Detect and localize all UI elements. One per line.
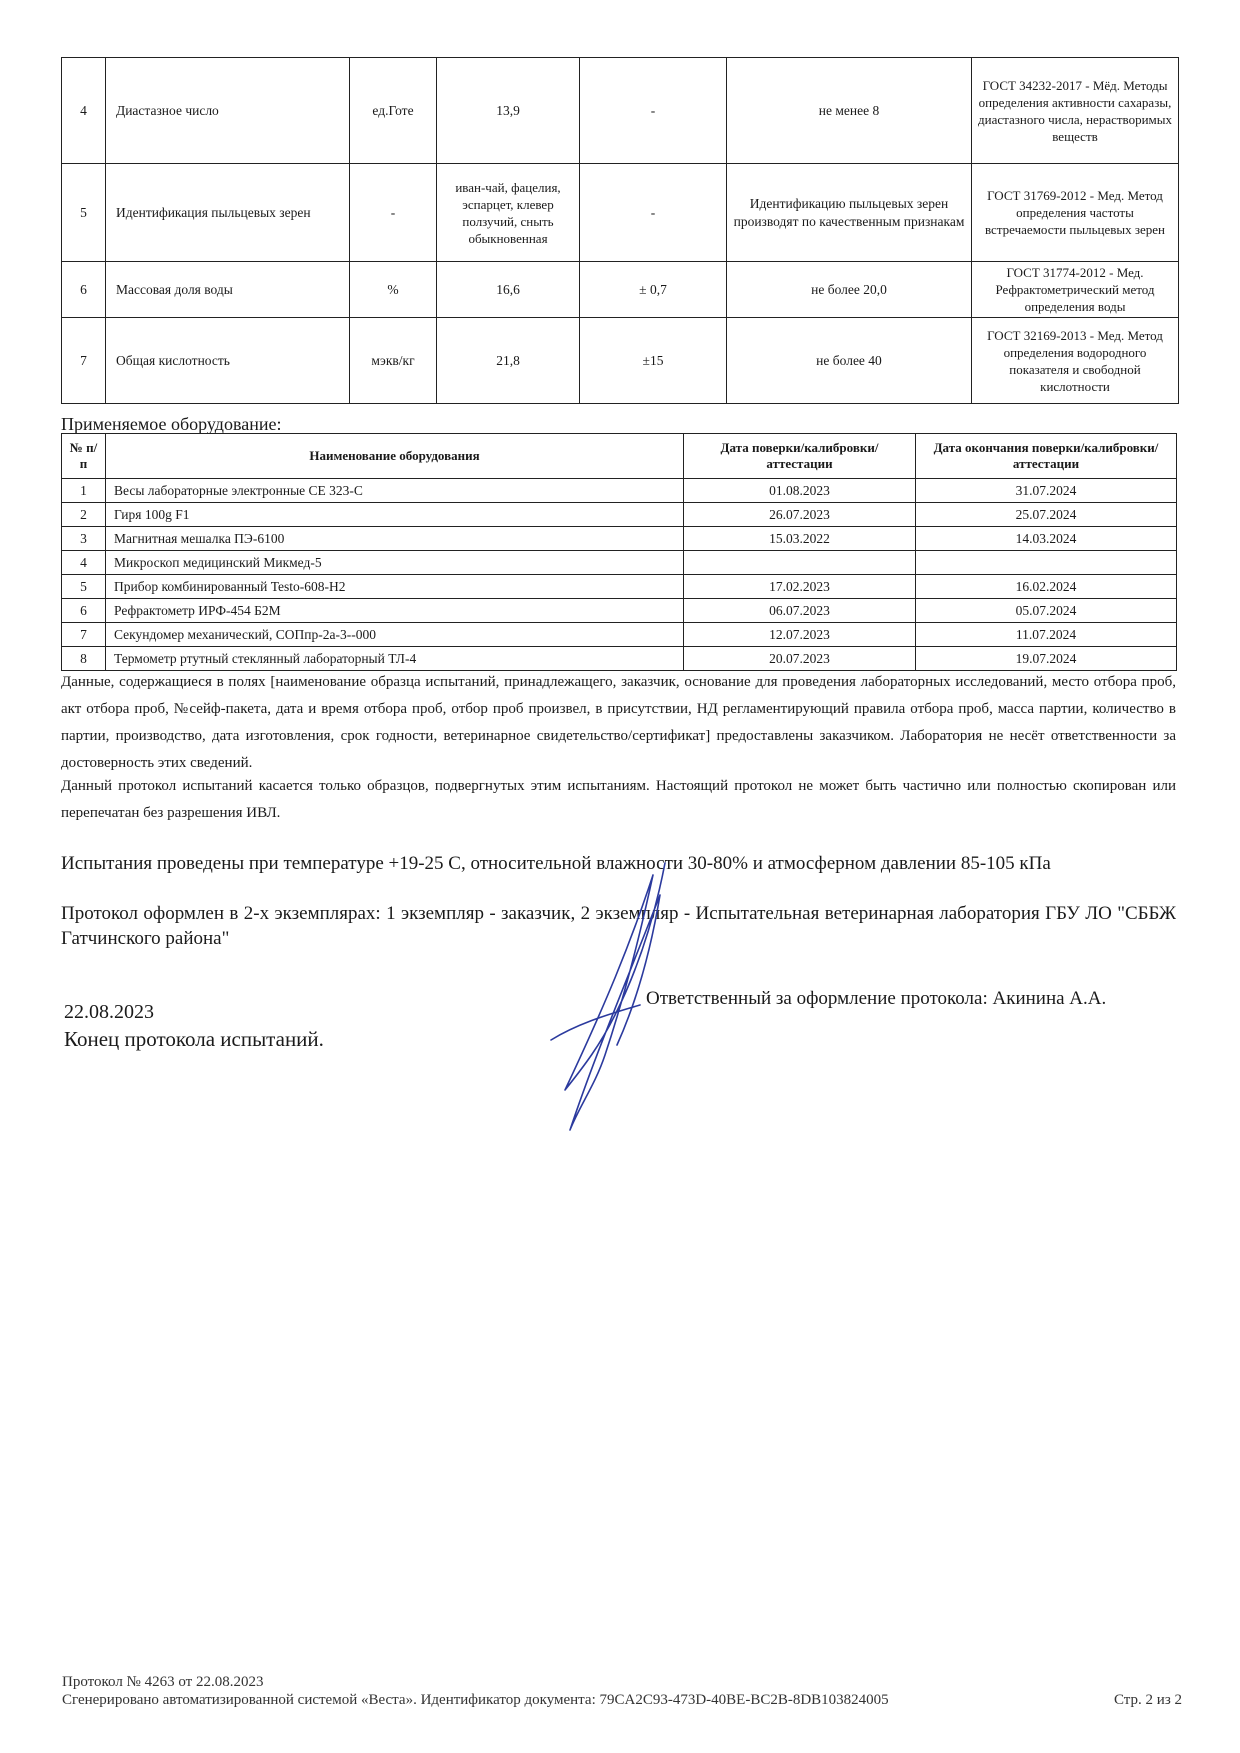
table-row: [62, 58, 1179, 164]
tolerance-cell: -: [580, 164, 727, 262]
calibration-date: [684, 551, 916, 575]
page-number: Стр. 2 из 2: [1114, 1692, 1182, 1708]
table-row: [62, 503, 1177, 527]
indicator-name: Идентификация пыльцевых зерен: [106, 164, 350, 262]
table-row: [62, 599, 1177, 623]
table-row: [62, 262, 1179, 318]
calibration-end-date: 05.07.2024: [916, 599, 1177, 623]
equipment-name: Гиря 100g F1: [106, 503, 684, 527]
table-row: [62, 527, 1177, 551]
indicator-name: Диастазное число: [106, 58, 350, 164]
equipment-name: Весы лабораторные электронные CE 323-C: [106, 479, 684, 503]
row-number: 1: [62, 479, 106, 503]
table-row: [62, 479, 1177, 503]
table-row: [62, 318, 1179, 404]
footer-protocol-number: Протокол № 4263 от 22.08.2023: [62, 1674, 264, 1690]
table-row: [62, 647, 1177, 671]
calibration-date: 01.08.2023: [684, 479, 916, 503]
equipment-name: Секундомер механический, СОПпр-2а-3--000: [106, 623, 684, 647]
norm-cell: не менее 8: [727, 58, 972, 164]
equipment-name: Магнитная мешалка ПЭ-6100: [106, 527, 684, 551]
row-number: 4: [62, 551, 106, 575]
table-row: [62, 551, 1177, 575]
equipment-header-row: [62, 434, 1177, 479]
calibration-date: 17.02.2023: [684, 575, 916, 599]
row-number: 7: [62, 318, 106, 404]
row-number: 5: [62, 164, 106, 262]
footer-generated-by: Сгенерировано автоматизированной системой «Веста». Идентификатор документа: 79CA2C93-473D-40BE-BC2B-8DB103824005: [62, 1692, 889, 1708]
calibration-date: 15.03.2022: [684, 527, 916, 551]
indicator-name: Массовая доля воды: [106, 262, 350, 318]
copies-statement: Протокол оформлен в 2-х экземплярах: 1 экземпляр - заказчик, 2 экземпляр - Испытательная ветеринарная лаборатория ГБУ ЛО "СББЖ Гатчинского района": [61, 903, 1176, 949]
tolerance-cell: ± 0,7: [580, 262, 727, 318]
handwritten-signature: [545, 855, 685, 1135]
result-value: 16,6: [437, 262, 580, 318]
norm-cell: не более 20,0: [727, 262, 972, 318]
method-cell: ГОСТ 31774-2012 - Мед. Рефрактометрический метод определения воды: [972, 262, 1179, 318]
method-cell: ГОСТ 32169-2013 - Мед. Метод определения водородного показателя и свободной кислотности: [972, 318, 1179, 404]
calibration-date: 12.07.2023: [684, 623, 916, 647]
result-value: 13,9: [437, 58, 580, 164]
row-number: 8: [62, 647, 106, 671]
equipment-title: Применяемое оборудование:: [61, 414, 282, 434]
calibration-date: 20.07.2023: [684, 647, 916, 671]
tolerance-cell: -: [580, 58, 727, 164]
table-row: [62, 575, 1177, 599]
unit-cell: мэкв/кг: [350, 318, 437, 404]
header-calibration-date: Дата поверки/калибровки/аттестации: [684, 434, 916, 479]
equipment-name: Рефрактометр ИРФ-454 Б2М: [106, 599, 684, 623]
calibration-date: 26.07.2023: [684, 503, 916, 527]
protocol-date: 22.08.2023: [64, 1001, 154, 1023]
unit-cell: %: [350, 262, 437, 318]
header-equipment-name: Наименование оборудования: [106, 434, 684, 479]
header-number: № п/п: [62, 434, 106, 479]
calibration-end-date: 31.07.2024: [916, 479, 1177, 503]
result-value: 21,8: [437, 318, 580, 404]
method-cell: ГОСТ 31769-2012 - Мед. Метод определения частоты встречаемости пыльцевых зерен: [972, 164, 1179, 262]
row-number: 6: [62, 599, 106, 623]
row-number: 7: [62, 623, 106, 647]
result-value: иван-чай, фацелия, эспарцет, клевер ползучий, сныть обыкновенная: [437, 164, 580, 262]
calibration-end-date: 11.07.2024: [916, 623, 1177, 647]
test-conditions: Испытания проведены при температуре +19-25 С, относительной влажности 30-80% и атмосферном давлении 85-105 кПа: [61, 853, 1051, 874]
method-cell: ГОСТ 34232-2017 - Мёд. Методы определения активности сахаразы, диастазного числа, нерастворимых веществ: [972, 58, 1179, 164]
indicator-name: Общая кислотность: [106, 318, 350, 404]
equipment-name: Прибор комбинированный Testo-608-H2: [106, 575, 684, 599]
norm-cell: не более 40: [727, 318, 972, 404]
copy-restriction-notice: Данный протокол испытаний касается только образцов, подвергнутых этим испытаниям. Настоящий протокол не может быть частично или полностью скопирован или перепечатан без разрешения ИВЛ.: [61, 778, 1176, 821]
norm-cell: Идентификацию пыльцевых зерен производят по качественным признакам: [727, 164, 972, 262]
responsible-person: Ответственный за оформление протокола: Акинина А.А.: [646, 988, 1107, 1009]
table-row: [62, 623, 1177, 647]
header-calibration-end-date: Дата окончания поверки/калибровки/аттестации: [916, 434, 1177, 479]
calibration-date: 06.07.2023: [684, 599, 916, 623]
equipment-name: Термометр ртутный стеклянный лабораторный ТЛ-4: [106, 647, 684, 671]
calibration-end-date: 14.03.2024: [916, 527, 1177, 551]
row-number: 6: [62, 262, 106, 318]
calibration-end-date: [916, 551, 1177, 575]
customer-data-disclaimer: Данные, содержащиеся в полях [наименование образца испытаний, принадлежащего, заказчик, основание для проведения лабораторных исследований, место отбора проб, акт отбора проб, №сейф-пакета, дата и время отбора проб, отбор проб произвел, в присутствии, НД регламентирующий правила отбора проб, масса партии, количество в партии, производство, дата изготовления, срок годности, ветеринарное свидетельство/сертификат] предоставлены заказчиком. Лаборатория не несёт ответственности за достоверность этих сведений.: [61, 674, 1176, 771]
calibration-end-date: 25.07.2024: [916, 503, 1177, 527]
unit-cell: -: [350, 164, 437, 262]
row-number: 3: [62, 527, 106, 551]
protocol-end-text: Конец протокола испытаний.: [64, 1027, 324, 1051]
equipment-table: [61, 433, 1177, 671]
results-table: [61, 57, 1179, 404]
row-number: 2: [62, 503, 106, 527]
calibration-end-date: 19.07.2024: [916, 647, 1177, 671]
equipment-name: Микроскоп медицинский Микмед-5: [106, 551, 684, 575]
row-number: 5: [62, 575, 106, 599]
unit-cell: ед.Готе: [350, 58, 437, 164]
row-number: 4: [62, 58, 106, 164]
tolerance-cell: ±15: [580, 318, 727, 404]
table-row: [62, 164, 1179, 262]
calibration-end-date: 16.02.2024: [916, 575, 1177, 599]
